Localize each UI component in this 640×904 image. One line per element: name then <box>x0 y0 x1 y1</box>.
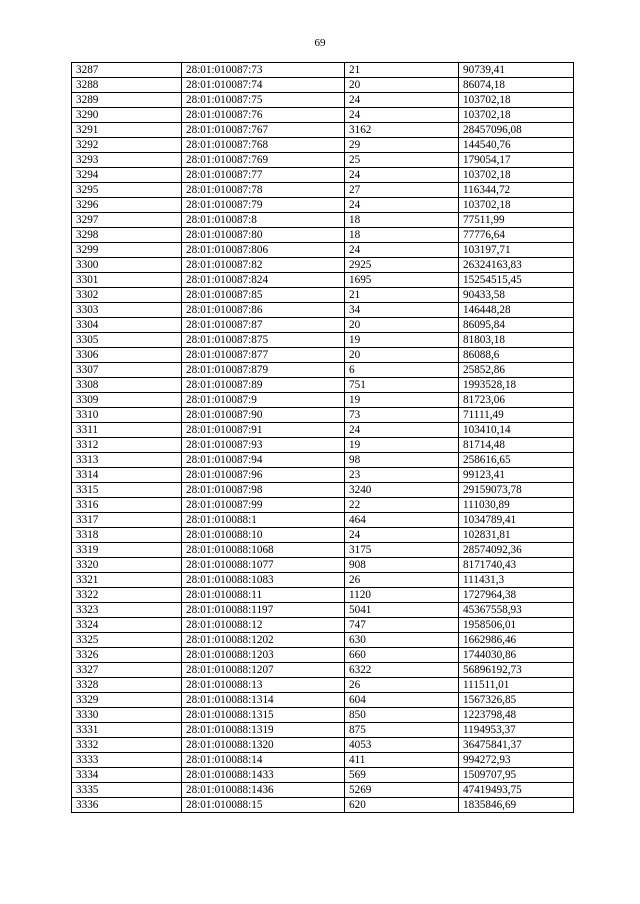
area-cell: 875 <box>345 723 459 738</box>
table-row <box>72 273 574 288</box>
row-index-cell: 3299 <box>72 243 182 258</box>
area-cell: 21 <box>345 63 459 78</box>
table-body <box>72 63 574 813</box>
cadastral-number-cell: 28:01:010087:76 <box>182 108 345 123</box>
table-row <box>72 648 574 663</box>
cadastral-number-cell: 28:01:010088:1314 <box>182 693 345 708</box>
table-row <box>72 138 574 153</box>
row-index-cell: 3308 <box>72 378 182 393</box>
row-index-cell: 3328 <box>72 678 182 693</box>
area-cell: 25 <box>345 153 459 168</box>
cadastral-number-cell: 28:01:010087:99 <box>182 498 345 513</box>
cadastral-number-cell: 28:01:010088:1320 <box>182 738 345 753</box>
table-row <box>72 498 574 513</box>
table-row <box>72 618 574 633</box>
cadastral-number-cell: 28:01:010087:768 <box>182 138 345 153</box>
cadastral-number-cell: 28:01:010088:1077 <box>182 558 345 573</box>
row-index-cell: 3312 <box>72 438 182 453</box>
table-row <box>72 663 574 678</box>
cadastral-number-cell: 28:01:010087:98 <box>182 483 345 498</box>
area-cell: 24 <box>345 93 459 108</box>
table-row <box>72 393 574 408</box>
cadastral-number-cell: 28:01:010087:75 <box>182 93 345 108</box>
row-index-cell: 3319 <box>72 543 182 558</box>
table-row <box>72 408 574 423</box>
row-index-cell: 3302 <box>72 288 182 303</box>
cadastral-number-cell: 28:01:010087:767 <box>182 123 345 138</box>
value-cell: 103702,18 <box>459 93 574 108</box>
area-cell: 3240 <box>345 483 459 498</box>
value-cell: 86074,18 <box>459 78 574 93</box>
cadastral-number-cell: 28:01:010088:1436 <box>182 783 345 798</box>
cadastral-number-cell: 28:01:010088:1433 <box>182 768 345 783</box>
area-cell: 24 <box>345 243 459 258</box>
area-cell: 5041 <box>345 603 459 618</box>
area-cell: 18 <box>345 213 459 228</box>
area-cell: 3175 <box>345 543 459 558</box>
table-row <box>72 333 574 348</box>
table-row <box>72 468 574 483</box>
value-cell: 1509707,95 <box>459 768 574 783</box>
table-row <box>72 558 574 573</box>
row-index-cell: 3309 <box>72 393 182 408</box>
row-index-cell: 3296 <box>72 198 182 213</box>
area-cell: 21 <box>345 288 459 303</box>
page-number: 69 <box>314 37 326 49</box>
value-cell: 28457096,08 <box>459 123 574 138</box>
cadastral-number-cell: 28:01:010088:1319 <box>182 723 345 738</box>
row-index-cell: 3316 <box>72 498 182 513</box>
table-row <box>72 528 574 543</box>
value-cell: 81803,18 <box>459 333 574 348</box>
area-cell: 1120 <box>345 588 459 603</box>
cadastral-number-cell: 28:01:010087:94 <box>182 453 345 468</box>
cadastral-number-cell: 28:01:010087:80 <box>182 228 345 243</box>
value-cell: 103702,18 <box>459 198 574 213</box>
row-index-cell: 3325 <box>72 633 182 648</box>
value-cell: 90739,41 <box>459 63 574 78</box>
area-cell: 19 <box>345 333 459 348</box>
area-cell: 464 <box>345 513 459 528</box>
area-cell: 24 <box>345 528 459 543</box>
cadastral-number-cell: 28:01:010088:14 <box>182 753 345 768</box>
area-cell: 4053 <box>345 738 459 753</box>
value-cell: 15254515,45 <box>459 273 574 288</box>
row-index-cell: 3287 <box>72 63 182 78</box>
area-cell: 6 <box>345 363 459 378</box>
cadastral-number-cell: 28:01:010088:1068 <box>182 543 345 558</box>
value-cell: 28574092,36 <box>459 543 574 558</box>
area-cell: 34 <box>345 303 459 318</box>
row-index-cell: 3330 <box>72 708 182 723</box>
row-index-cell: 3295 <box>72 183 182 198</box>
area-cell: 73 <box>345 408 459 423</box>
cadastral-number-cell: 28:01:010087:90 <box>182 408 345 423</box>
cadastral-number-cell: 28:01:010087:769 <box>182 153 345 168</box>
cadastral-number-cell: 28:01:010088:1207 <box>182 663 345 678</box>
cadastral-number-cell: 28:01:010088:11 <box>182 588 345 603</box>
value-cell: 102831,81 <box>459 528 574 543</box>
value-cell: 81714,48 <box>459 438 574 453</box>
cadastral-number-cell: 28:01:010088:10 <box>182 528 345 543</box>
area-cell: 20 <box>345 348 459 363</box>
cadastral-number-cell: 28:01:010087:73 <box>182 63 345 78</box>
area-cell: 26 <box>345 573 459 588</box>
table-row <box>72 798 574 813</box>
table-row <box>72 108 574 123</box>
row-index-cell: 3314 <box>72 468 182 483</box>
table-row <box>72 318 574 333</box>
value-cell: 77511,99 <box>459 213 574 228</box>
value-cell: 86095,84 <box>459 318 574 333</box>
table-row <box>72 303 574 318</box>
cadastral-number-cell: 28:01:010087:806 <box>182 243 345 258</box>
value-cell: 90433,58 <box>459 288 574 303</box>
row-index-cell: 3329 <box>72 693 182 708</box>
value-cell: 116344,72 <box>459 183 574 198</box>
value-cell: 258616,65 <box>459 453 574 468</box>
area-cell: 747 <box>345 618 459 633</box>
area-cell: 24 <box>345 168 459 183</box>
cadastral-number-cell: 28:01:010088:1083 <box>182 573 345 588</box>
cadastral-number-cell: 28:01:010088:1197 <box>182 603 345 618</box>
row-index-cell: 3336 <box>72 798 182 813</box>
cadastral-number-cell: 28:01:010087:77 <box>182 168 345 183</box>
cadastral-number-cell: 28:01:010087:875 <box>182 333 345 348</box>
value-cell: 103702,18 <box>459 168 574 183</box>
cadastral-number-cell: 28:01:010087:87 <box>182 318 345 333</box>
table-row <box>72 198 574 213</box>
cadastral-number-cell: 28:01:010088:12 <box>182 618 345 633</box>
area-cell: 569 <box>345 768 459 783</box>
cadastral-number-cell: 28:01:010087:89 <box>182 378 345 393</box>
value-cell: 29159073,78 <box>459 483 574 498</box>
table-row <box>72 738 574 753</box>
row-index-cell: 3293 <box>72 153 182 168</box>
table-row <box>72 723 574 738</box>
row-index-cell: 3297 <box>72 213 182 228</box>
value-cell: 86088,6 <box>459 348 574 363</box>
area-cell: 18 <box>345 228 459 243</box>
value-cell: 77776,64 <box>459 228 574 243</box>
table-row <box>72 603 574 618</box>
value-cell: 36475841,37 <box>459 738 574 753</box>
row-index-cell: 3311 <box>72 423 182 438</box>
table-row <box>72 168 574 183</box>
area-cell: 2925 <box>345 258 459 273</box>
cadastral-number-cell: 28:01:010087:86 <box>182 303 345 318</box>
cadastral-number-cell: 28:01:010088:15 <box>182 798 345 813</box>
area-cell: 5269 <box>345 783 459 798</box>
table-row <box>72 678 574 693</box>
cadastral-number-cell: 28:01:010087:824 <box>182 273 345 288</box>
area-cell: 26 <box>345 678 459 693</box>
value-cell: 45367558,93 <box>459 603 574 618</box>
table-row <box>72 378 574 393</box>
value-cell: 1223798,48 <box>459 708 574 723</box>
row-index-cell: 3333 <box>72 753 182 768</box>
table-row <box>72 363 574 378</box>
area-cell: 23 <box>345 468 459 483</box>
row-index-cell: 3323 <box>72 603 182 618</box>
value-cell: 1727964,38 <box>459 588 574 603</box>
cadastral-number-cell: 28:01:010088:1203 <box>182 648 345 663</box>
value-cell: 103702,18 <box>459 108 574 123</box>
table-row <box>72 228 574 243</box>
value-cell: 1744030,86 <box>459 648 574 663</box>
value-cell: 26324163,83 <box>459 258 574 273</box>
area-cell: 22 <box>345 498 459 513</box>
table-row <box>72 423 574 438</box>
table-row <box>72 708 574 723</box>
table-row <box>72 258 574 273</box>
cadastral-number-cell: 28:01:010087:877 <box>182 348 345 363</box>
cadastral-number-cell: 28:01:010087:79 <box>182 198 345 213</box>
row-index-cell: 3303 <box>72 303 182 318</box>
row-index-cell: 3335 <box>72 783 182 798</box>
row-index-cell: 3310 <box>72 408 182 423</box>
table-row <box>72 768 574 783</box>
table-row <box>72 483 574 498</box>
value-cell: 146448,28 <box>459 303 574 318</box>
row-index-cell: 3317 <box>72 513 182 528</box>
row-index-cell: 3315 <box>72 483 182 498</box>
table-row <box>72 573 574 588</box>
value-cell: 111030,89 <box>459 498 574 513</box>
row-index-cell: 3305 <box>72 333 182 348</box>
area-cell: 27 <box>345 183 459 198</box>
row-index-cell: 3334 <box>72 768 182 783</box>
cadastral-number-cell: 28:01:010088:1202 <box>182 633 345 648</box>
cadastral-number-cell: 28:01:010088:1 <box>182 513 345 528</box>
area-cell: 98 <box>345 453 459 468</box>
cadastral-number-cell: 28:01:010088:1315 <box>182 708 345 723</box>
row-index-cell: 3304 <box>72 318 182 333</box>
table-row <box>72 93 574 108</box>
row-index-cell: 3289 <box>72 93 182 108</box>
value-cell: 25852,86 <box>459 363 574 378</box>
cadastral-number-cell: 28:01:010087:879 <box>182 363 345 378</box>
cadastral-number-cell: 28:01:010087:8 <box>182 213 345 228</box>
area-cell: 850 <box>345 708 459 723</box>
table-row <box>72 588 574 603</box>
table-row <box>72 153 574 168</box>
value-cell: 8171740,43 <box>459 558 574 573</box>
row-index-cell: 3313 <box>72 453 182 468</box>
area-cell: 6322 <box>345 663 459 678</box>
table-row <box>72 123 574 138</box>
area-cell: 29 <box>345 138 459 153</box>
value-cell: 994272,93 <box>459 753 574 768</box>
value-cell: 56896192,73 <box>459 663 574 678</box>
row-index-cell: 3306 <box>72 348 182 363</box>
cadastral-number-cell: 28:01:010087:93 <box>182 438 345 453</box>
area-cell: 411 <box>345 753 459 768</box>
row-index-cell: 3331 <box>72 723 182 738</box>
table-row <box>72 513 574 528</box>
table-row <box>72 183 574 198</box>
row-index-cell: 3320 <box>72 558 182 573</box>
row-index-cell: 3326 <box>72 648 182 663</box>
area-cell: 19 <box>345 438 459 453</box>
value-cell: 103410,14 <box>459 423 574 438</box>
cadastral-number-cell: 28:01:010087:78 <box>182 183 345 198</box>
row-index-cell: 3291 <box>72 123 182 138</box>
row-index-cell: 3327 <box>72 663 182 678</box>
value-cell: 1194953,37 <box>459 723 574 738</box>
area-cell: 3162 <box>345 123 459 138</box>
row-index-cell: 3332 <box>72 738 182 753</box>
row-index-cell: 3294 <box>72 168 182 183</box>
cadastral-number-cell: 28:01:010087:91 <box>182 423 345 438</box>
table-row <box>72 63 574 78</box>
table-row <box>72 288 574 303</box>
value-cell: 111511,01 <box>459 678 574 693</box>
value-cell: 103197,71 <box>459 243 574 258</box>
row-index-cell: 3292 <box>72 138 182 153</box>
value-cell: 111431,3 <box>459 573 574 588</box>
area-cell: 660 <box>345 648 459 663</box>
table-row <box>72 348 574 363</box>
cadastral-number-cell: 28:01:010088:13 <box>182 678 345 693</box>
area-cell: 19 <box>345 393 459 408</box>
table-row <box>72 438 574 453</box>
value-cell: 1958506,01 <box>459 618 574 633</box>
row-index-cell: 3288 <box>72 78 182 93</box>
area-cell: 620 <box>345 798 459 813</box>
table-row <box>72 78 574 93</box>
row-index-cell: 3321 <box>72 573 182 588</box>
area-cell: 24 <box>345 198 459 213</box>
row-index-cell: 3298 <box>72 228 182 243</box>
row-index-cell: 3318 <box>72 528 182 543</box>
value-cell: 47419493,75 <box>459 783 574 798</box>
table-row <box>72 753 574 768</box>
table-row <box>72 243 574 258</box>
table-row <box>72 783 574 798</box>
table-row <box>72 693 574 708</box>
cadastral-number-cell: 28:01:010087:96 <box>182 468 345 483</box>
value-cell: 81723,06 <box>459 393 574 408</box>
row-index-cell: 3324 <box>72 618 182 633</box>
table-row <box>72 213 574 228</box>
table-row <box>72 633 574 648</box>
value-cell: 179054,17 <box>459 153 574 168</box>
area-cell: 1695 <box>345 273 459 288</box>
cadastral-number-cell: 28:01:010087:74 <box>182 78 345 93</box>
value-cell: 1567326,85 <box>459 693 574 708</box>
value-cell: 1034789,41 <box>459 513 574 528</box>
value-cell: 144540,76 <box>459 138 574 153</box>
area-cell: 751 <box>345 378 459 393</box>
table-row <box>72 453 574 468</box>
area-cell: 24 <box>345 108 459 123</box>
area-cell: 20 <box>345 318 459 333</box>
value-cell: 1993528,18 <box>459 378 574 393</box>
data-table <box>71 62 574 813</box>
row-index-cell: 3307 <box>72 363 182 378</box>
area-cell: 630 <box>345 633 459 648</box>
area-cell: 20 <box>345 78 459 93</box>
row-index-cell: 3322 <box>72 588 182 603</box>
cadastral-number-cell: 28:01:010087:9 <box>182 393 345 408</box>
area-cell: 908 <box>345 558 459 573</box>
row-index-cell: 3301 <box>72 273 182 288</box>
area-cell: 604 <box>345 693 459 708</box>
cadastral-number-cell: 28:01:010087:82 <box>182 258 345 273</box>
table-row <box>72 543 574 558</box>
value-cell: 1835846,69 <box>459 798 574 813</box>
cadastral-number-cell: 28:01:010087:85 <box>182 288 345 303</box>
area-cell: 24 <box>345 423 459 438</box>
row-index-cell: 3290 <box>72 108 182 123</box>
value-cell: 1662986,46 <box>459 633 574 648</box>
value-cell: 99123,41 <box>459 468 574 483</box>
value-cell: 71111,49 <box>459 408 574 423</box>
row-index-cell: 3300 <box>72 258 182 273</box>
